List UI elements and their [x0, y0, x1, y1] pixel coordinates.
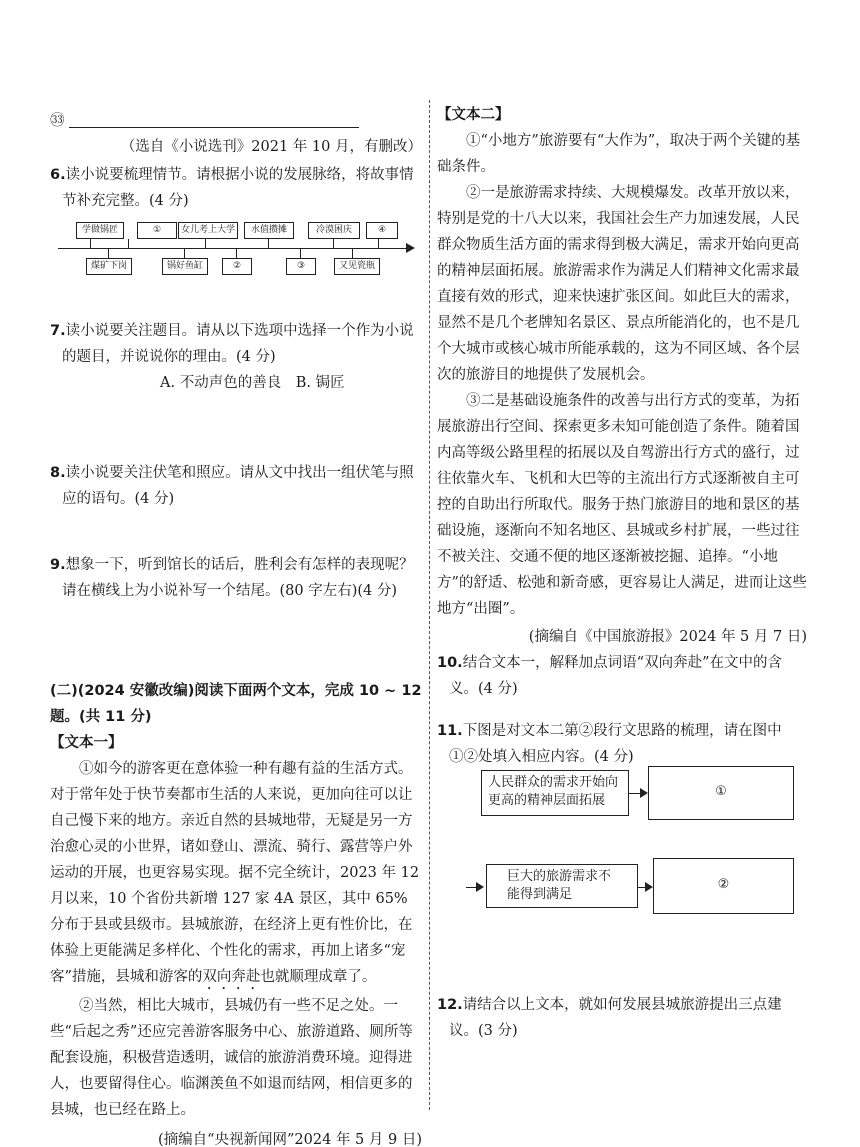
question-text: 读小说要关注伏笔和照应。请从文中找出一组伏笔与照应的语句。(4 分)	[62, 465, 414, 507]
flow-box-unmet: 巨大的旅游需求不能得到满足	[486, 864, 638, 908]
plot-axis	[58, 248, 410, 249]
flow-box-blank-1[interactable]: ①	[648, 766, 794, 820]
question-number: 8.	[50, 465, 66, 481]
plot-box-bottom-1: 煤矿下岗	[86, 258, 132, 275]
question-11	[437, 718, 807, 770]
question-number: 6.	[50, 167, 66, 183]
flow-box-blank-2[interactable]: ②	[653, 858, 794, 914]
text-1-paragraph-1: ①如今的游客更在意体验一种有趣有益的生活方式。对于常年处于快节奏都市生活的人来说，更加向往可以让自己慢下来的地方。亲近自然的县城地带，无疑是另一方治愈心灵的小世界，诸如登山、漂流、骑行、露营等户外运动的开展，也更容易实现。据不完全统计，2023 年 12 月以来，10 个省份共新增 127 家 4A 景区，其中 65% 分布于县或县级市。县城旅游，在经济上更有性价比，在体验上更能满足多样化、个性化的需求，再加上诸多“宠客”措施，县城和游客的双向奔赴也就顺理成章了。	[50, 761, 420, 985]
answer-blank-33[interactable]	[50, 104, 422, 134]
question-text: 想象一下，听到馆长的话后，胜利会有怎样的表现呢？请在横线上为小说补写一个结尾。(80 字左右)(4 分)	[62, 557, 414, 599]
question-number: 7.	[50, 323, 66, 339]
question-number: 11.	[437, 723, 463, 739]
plot-box-top-1: 学做锅匠	[76, 222, 124, 239]
source-citation-1: （选自《小说选刊》2021 年 10 月，有删改）	[120, 139, 422, 155]
plot-box-bottom-5: 又见瓷瓶	[334, 258, 380, 275]
plot-box-bottom-3[interactable]: ②	[222, 258, 252, 275]
text-1-label: 【文本一】	[50, 735, 123, 751]
question-9-block	[50, 552, 422, 604]
question-9	[50, 552, 422, 604]
question-8-block	[50, 460, 422, 512]
question-6	[50, 162, 422, 214]
question-number: 12.	[437, 997, 463, 1013]
blank-number: ㉝	[50, 113, 65, 129]
text-2-paragraph-2: ②一是旅游需求持续、大规模爆发。改革开放以来，特别是党的十八大以来，我国社会生产力加速发展，人民群众物质生活方面的需求得到极大满足，需求开始向更高的精神层面拓展。旅游需求作为满足人们精神文化需求最直接有效的形式，迎来快速扩张区间。如此巨大的需求，显然不是几个老牌知名景区、景点所能消化的，也不是几个大城市或核心城市所能承载的，这为不同区域、各个层次的旅游目的地提供了发展机会。	[437, 185, 800, 383]
question-10	[437, 650, 807, 702]
question-8	[50, 460, 422, 512]
question-12	[437, 992, 807, 1044]
plot-arrow-icon	[406, 243, 415, 253]
question-text: 结合文本一，解释加点词语“双向奔赴”在文中的含义。(4 分)	[449, 655, 783, 697]
question-7-block	[50, 318, 422, 396]
section-2	[50, 678, 422, 1147]
plot-diagram	[50, 218, 422, 280]
answer-line	[69, 127, 359, 128]
question-text: 读小说要梳理情节。请根据小说的发展脉络，将故事情节补充完整。(4 分)	[62, 167, 414, 209]
plot-box-top-5: 冷漠困庆	[308, 222, 360, 239]
question-number: 9.	[50, 557, 66, 573]
text-2-label: 【文本二】	[437, 107, 510, 123]
plot-box-bottom-2: 锅好鱼缸	[162, 258, 208, 275]
flow-arrow-1-icon	[640, 788, 648, 798]
source-citation-3: (摘编自《中国旅游报》2024 年 5 月 7 日)	[528, 629, 807, 645]
plot-box-bottom-4[interactable]: ③	[286, 258, 316, 275]
plot-box-top-6[interactable]: ④	[366, 222, 398, 239]
plot-box-top-3: 女儿考上大学	[178, 222, 238, 239]
column-divider	[429, 100, 430, 1110]
dotted-phrase: 双向奔赴	[202, 969, 261, 985]
flow-arrow-3-icon	[645, 882, 653, 892]
question-11-block	[437, 718, 807, 770]
left-column	[50, 104, 422, 280]
right-column	[437, 102, 807, 702]
question-7	[50, 318, 422, 370]
question-text: 读小说要关注题目。请从以下选项中选择一个作为小说的题目，并说说你的理由。(4 分)	[62, 323, 414, 365]
flow-arrow-2-icon	[476, 882, 484, 892]
flow-box-demand: 人民群众的需求开始向更高的精神层面拓展	[481, 770, 629, 816]
plot-box-top-2[interactable]: ①	[137, 222, 177, 239]
question-7-options: A. 不动声色的善良 B. 锔匠	[160, 375, 345, 391]
question-12-block	[437, 992, 807, 1044]
source-citation-2: (摘编自“央视新闻网”2024 年 5 月 9 日)	[157, 1132, 422, 1147]
section-2-heading: (二)(2024 安徽改编)阅读下面两个文本，完成 10 ~ 12 题。(共 11 分)	[50, 683, 422, 725]
question-number: 10.	[437, 655, 463, 671]
plot-box-top-4: 水值攒摊	[244, 222, 294, 239]
text-2-paragraph-1: ①“小地方”旅游要有“大作为”，取决于两个关键的基础条件。	[437, 133, 801, 175]
text-1-paragraph-2: ②当然，相比大城市，县城仍有一些不足之处。一些“后起之秀”还应完善游客服务中心、旅游道路、厕所等配套设施，积极营造透明，诚信的旅游消费环境。迎得进人，也要留得住心。临渊羡鱼不如退而结网，相信更多的县城，也已经在路上。	[50, 998, 413, 1118]
question-text: 下图是对文本二第②段行文思路的梳理，请在图中①②处填入相应内容。(4 分)	[449, 723, 782, 765]
text-2-paragraph-3: ③二是基础设施条件的改善与出行方式的变革，为拓展旅游出行空间、探索更多未知可能创造了条件。随着国内高等级公路里程的拓展以及自驾游出行方式的盛行，过往依靠火车、飞机和大巴等的主流出行方式逐渐被自主可控的自助出行所取代。服务于热门旅游目的地和景区的基础设施，逐渐向不知名地区、县城或乡村扩展，一些过往不被关注、交通不便的地区逐渐被挖掘、追捧。“小地方”的舒适、松弛和新奇感，更容易让人满足，进而让这些地方“出圈”。	[437, 393, 807, 617]
question-text: 请结合以上文本，就如何发展县城旅游提出三点建议。(3 分)	[449, 997, 782, 1039]
